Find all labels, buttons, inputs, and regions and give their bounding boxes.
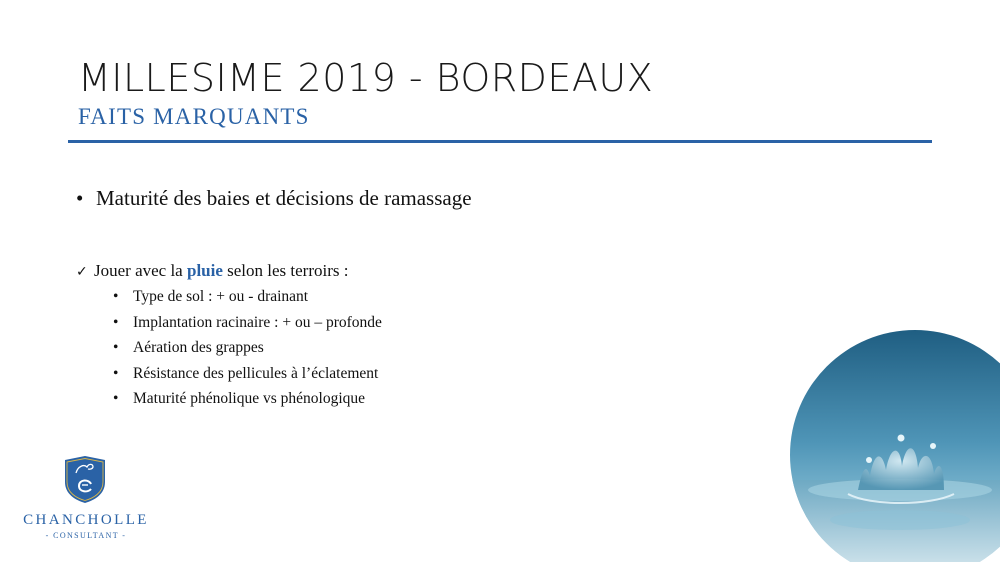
list-item-text: Implantation racinaire : + ou – profonde bbox=[133, 313, 382, 331]
slide-title: MILLESIME 2019 - BORDEAUX bbox=[78, 56, 654, 100]
list-item bbox=[113, 338, 382, 364]
checkmark-icon: ✓ bbox=[76, 264, 88, 280]
company-logo bbox=[14, 452, 158, 544]
list-item-text: Type de sol : + ou - drainant bbox=[133, 288, 309, 305]
list-item bbox=[113, 313, 382, 339]
bullet-dot-icon: • bbox=[76, 186, 84, 210]
bullet-dot-icon: • bbox=[113, 288, 119, 305]
list-item-text: Maturité phénolique vs phénologique bbox=[133, 390, 366, 407]
main-bullet-text: Maturité des baies et décisions de ramassage bbox=[96, 186, 472, 210]
list-item bbox=[113, 364, 382, 390]
shield-crest-icon bbox=[62, 454, 108, 504]
title-divider bbox=[68, 140, 932, 143]
list-item bbox=[113, 389, 382, 415]
check-item-highlight: pluie bbox=[186, 261, 223, 280]
sub-bullet-list bbox=[113, 287, 382, 415]
check-item bbox=[76, 261, 348, 281]
slide-subtitle: FAITS MARQUANTS bbox=[78, 104, 310, 129]
check-item-text-before: Jouer avec la bbox=[94, 261, 187, 280]
logo-tagline: - CONSULTANT - bbox=[45, 531, 127, 540]
water-drop-splash-image bbox=[790, 330, 1000, 562]
list-item-text: Résistance des pellicules à l’éclatement bbox=[133, 364, 379, 382]
bullet-dot-icon: • bbox=[113, 364, 119, 382]
bullet-dot-icon: • bbox=[113, 339, 119, 356]
check-item-text-after: selon les terroirs : bbox=[222, 261, 349, 280]
bullet-dot-icon: • bbox=[113, 390, 119, 407]
logo-name: CHANCHOLLE bbox=[23, 512, 149, 528]
bullet-dot-icon: • bbox=[113, 313, 119, 331]
list-item bbox=[113, 287, 382, 313]
main-bullet bbox=[76, 186, 472, 211]
list-item-text: Aération des grappes bbox=[133, 339, 264, 356]
